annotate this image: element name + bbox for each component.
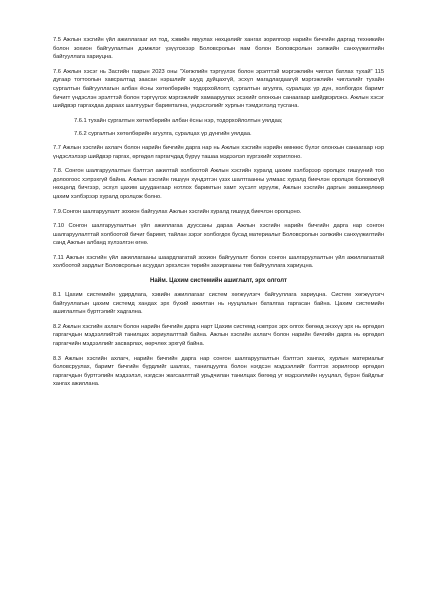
paragraph: 7.10 Сонгон шалгаруулалтын үйл ажиллагаа дууссаны дараа Ажлын хэсгийн нарийн бичгийн дарга нар сонгон шалгаруулалттай холбоотой бичиг баримт, тайлан зэрэг холбогдох бусад материалыг Боловсролын ээлжийн санхүүжилтийн санд Ажлын албанд хүлээлгэн өгнө. (53, 223, 384, 247)
paragraph: 7.9.Сонгон шалгаруулалт зохион байгуулах Ажлын хэсгийн хуралд гишүүд биечлэн оролцоно. (53, 208, 302, 215)
paragraph: 8.2 Ажлын хэсгийн ахлагч болон нарийн бичгийн дарга нарт Цахим системд нэвтрэх эрх олгох бөгөөд энэхүү эрх нь өргөдөл гаргагчдын мэдээллийтэй танилцах зориулалттай байна. Ажлын хэсгийн ахлагч болон нарийн бичгийн дарга нь өргөдөл гаргагчийн мэдээллийг засварлах, өөрчлөх эрхгүй байна. (53, 323, 384, 348)
paragraph: 7.5 Ажлын хэсгийн үйл ажиллагааг ил тод, хэвийн явуулах нөхцөлийг хангах зорилгоор нарийн бичгийн даргад техникийн болон зохион байгуулалтын дэмжлэг үзүүлэхээр Боловсролын яам болон Боловсролын ээлжийн санхүүжилтийн байгууллага хариуцна. (53, 37, 384, 61)
paragraph: 7.11 Ажлын хэсгийн үйл ажиллагааны шаардлагатай зохион байгуулалт болон сонгон шалгаруулалтын үйл ажиллагаатай холбоотой зардлыг Боловсролын асуудал эрхэлсэн төрийн захиргааны төв байгууллага хариуцна. (53, 254, 384, 270)
paragraph: 8.1 Цахим системийн удирдлага, хэвийн ажиллагааг систем хөгжүүлэгч байгууллага хариуцна. Систем хөгжүүлэгч байгууллагын цахим системд хандах эрх бүхий ажилтан нь нууцлалын баталгаа гаргасан байна. Цахим системийн ашиглалтын бүртгэлийг хадгална. (53, 292, 384, 316)
paragraph: 7.8. Сонгон шалгаруулалтын бэлтгэл ажилтай холбоотой Ажлын хэсгийн хуралд цахим хэлбэрээр оролцох гишүүний тоо долоогоос хэтрэхгүй байна. Ажлын хэсгийн гишүүн хүндэтгэн үзэх шалтгаанны улмаас хуралд биечлэн оролцох боломжгүй нөхцөлд бичгээр, эсхүл цахим шуудангаар нотлох баримтын хамт хүсэлт ирүүлж, Ажлын хэсгийн даргын зөвшөөрлөөр цахим хэлбэрээр хуралд оролцож болно. (53, 168, 384, 200)
paragraph: 8.3 Ажлын хэсгийн ахлагч, нарийн бичгийн дарга нар сонгон шалгаруулалтын бэлтгэл хангах, хурлын материалыг боловсруулах, баримт бичгийн бүрдлийг шалгах, танилцуулга болон нэгдсэн мэдээллийг бэлтгэх зорилгоор өргөдөл гаргагчдын бүртгэлийн мэдээлэл, нэгдсэн жагсаалттай урьдчилан танилцах бөгөөд уг мэдээллийн нууцлал, бүрэн байдлыг хангах ажиллана. (53, 355, 384, 388)
paragraph: 7.6 Ажлын хэсэг нь Засгийн газрын 2023 оны "Хөгжлийн тэргүүлэх болон эрэлттэй мэргэжлийн чиглэл батлах тухай" 115 дугаар тогтоолын хавсралтад заасан нэршлийг шууд дуйцахгүй, эсхүл магадлагдаагүй мэргэжлийн чиглэлийг тухайн сургалтын байгууллагын албан ёсны хөтөлбөрийн тодорхойлолт, сургалтын агуулга, суралцах үр дүн, холбогдох баримт бичигт үндэслэн эрэлттэй болон тэргүүлэх мэргэжлийг хамааруулах эсэхийг олонхын санаагаар шийдвэрлэнэ. Ажлын хэсэг шийдвэр гаргахдаа дараах шалгуурыг баримтална, үндэслэлийг хурлын тэмдэглэлд тусгана. (53, 68, 384, 110)
sub-clause: 7.6.1 тухайн сургалтын хөтөлбөрийн албан ёсны нэр, тодорхойлолтын уялдаа; (74, 117, 283, 124)
sub-clause: 7.6.2 сургалтын хөтөлбөрийн агуулга, суралцах үр дүнгийн уялдаа. (74, 131, 252, 138)
document-body (53, 36, 384, 395)
section-heading: Найм. Цахим системийн ашиглалт, эрх олголт (150, 278, 287, 285)
paragraph: 7.7 Ажлын хэсгийн ахлагч болон нарийн бичгийн дарга нар нь Ажлын хэсгийн нэрийн өмнөөс бүлэг олонхын санаагаар нэр үндэслэлээр шийдвэр гаргах, өргөдөл гаргагчдад бүрүү ташаа мэдээлэл хүргэхийг хориглоно. (53, 144, 384, 160)
